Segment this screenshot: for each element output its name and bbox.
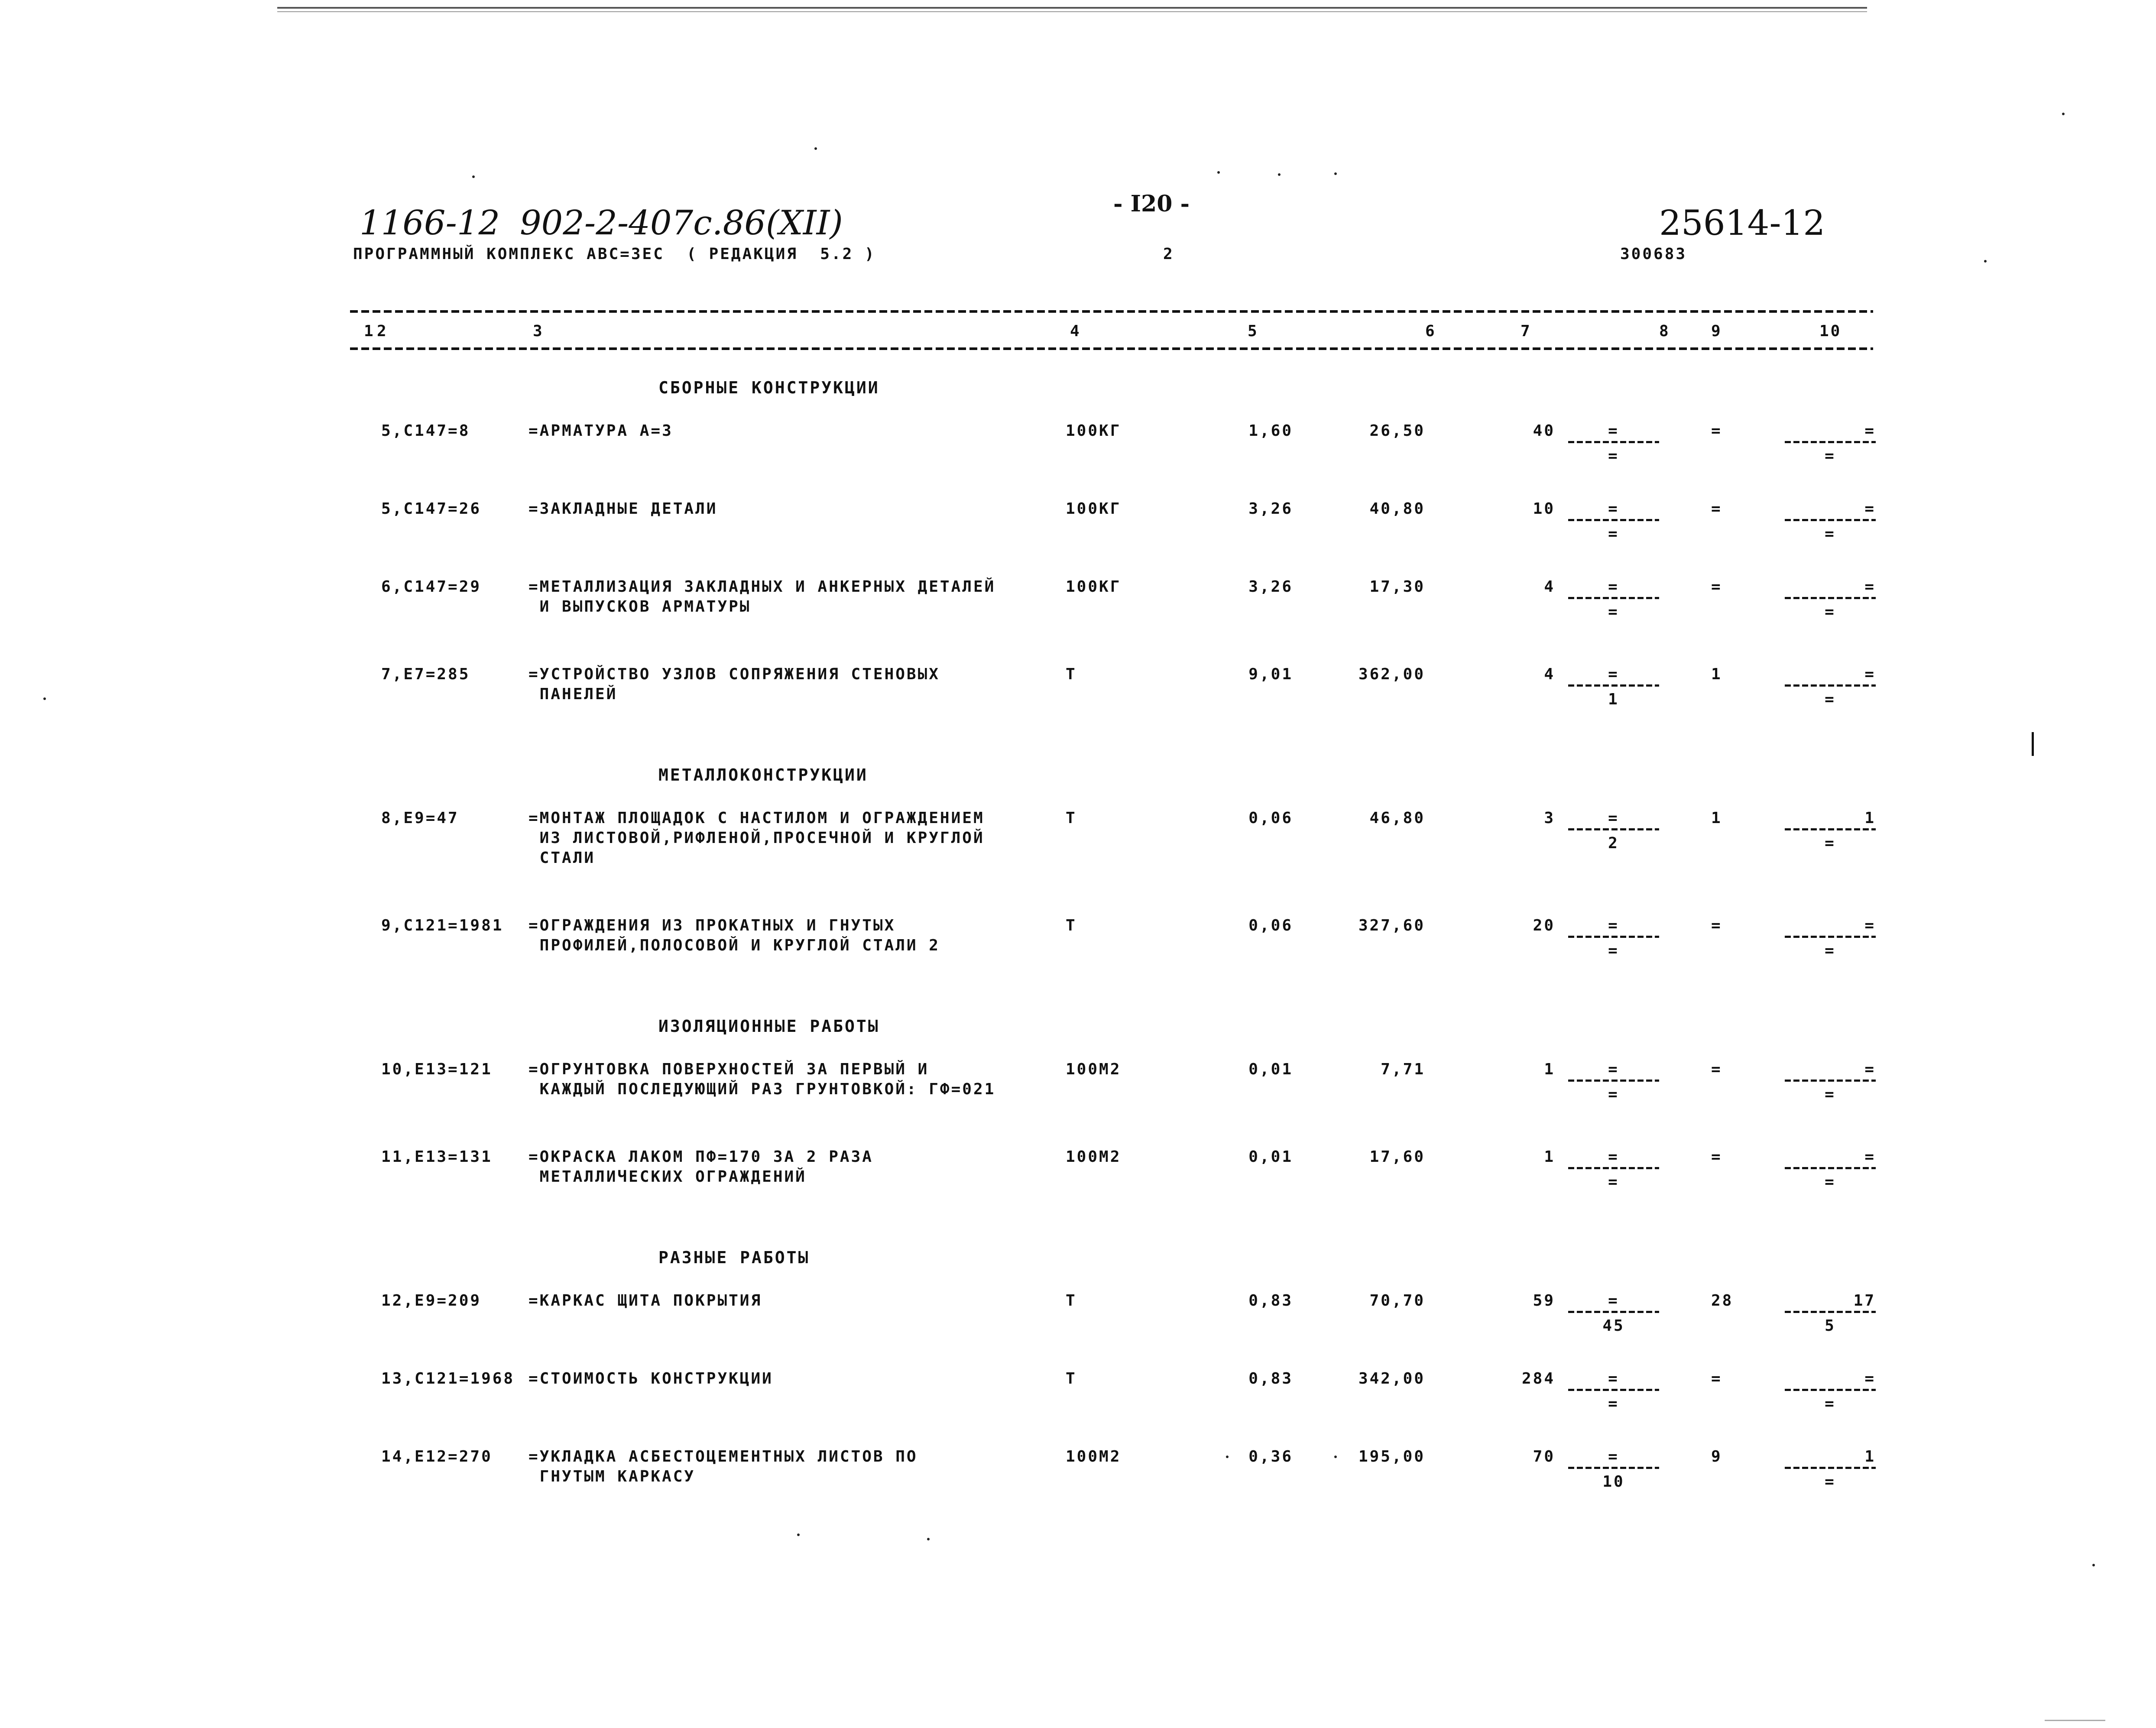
row-col10-numerator: =: [1864, 1060, 1876, 1078]
row-name-line: =МОНТАЖ ПЛОЩАДОК С НАСТИЛОМ И ОГРАЖДЕНИЕМ: [528, 809, 985, 827]
row-col10-numerator: =: [1864, 917, 1876, 934]
row-col10-denominator: =: [1825, 834, 1836, 852]
section-title: СБОРНЫЕ КОНСТРУКЦИИ: [658, 378, 880, 397]
row-unit: Т: [1066, 1370, 1077, 1388]
row-name-line: КАЖДЫЙ ПОСЛЕДУЮЩИЙ РАЗ ГРУНТОВКОЙ: ГФ=021: [528, 1080, 996, 1098]
row-col9: =: [1711, 1060, 1722, 1078]
row-col8-fraction-bar: [1568, 1167, 1659, 1169]
row-col10-denominator: =: [1825, 942, 1836, 960]
row-col10-fraction-bar: [1785, 828, 1876, 830]
row-col10-denominator: =: [1825, 447, 1836, 465]
row-col9: =: [1711, 578, 1722, 596]
row-price: 342,00: [1358, 1370, 1425, 1388]
row-col8-fraction-bar: [1568, 1311, 1659, 1313]
row-name-line: ПРОФИЛЕЙ,ПОЛОСОВОЙ И КРУГЛОЙ СТАЛИ 2: [528, 937, 940, 954]
row-price: 17,30: [1369, 578, 1425, 596]
row-unit: 100КГ: [1066, 500, 1122, 518]
row-col8-numerator: =: [1608, 500, 1619, 518]
row-col9: =: [1711, 422, 1722, 440]
row-unit: Т: [1066, 1292, 1077, 1310]
row-col9: 9: [1711, 1448, 1722, 1465]
row-name-line: =КАРКАС ЩИТА ПОКРЫТИЯ: [528, 1292, 762, 1310]
row-col8-total: 3: [1544, 809, 1555, 827]
row-quantity: 3,26: [1248, 500, 1293, 518]
row-code: 11,Е13=131: [381, 1148, 493, 1166]
row-name-line: =ОГРУНТОВКА ПОВЕРХНОСТЕЙ ЗА ПЕРВЫЙ И: [528, 1060, 929, 1078]
row-col8-denominator: =: [1608, 1395, 1619, 1413]
row-col9: =: [1711, 1148, 1722, 1166]
row-col8-denominator: =: [1608, 525, 1619, 543]
row-col10-fraction-bar: [1785, 1311, 1876, 1313]
row-col8-total: 10: [1533, 500, 1555, 518]
scan-speck: [1334, 1456, 1337, 1458]
row-col8-total: 1: [1544, 1060, 1555, 1078]
row-col10-denominator: =: [1825, 525, 1836, 543]
row-code: 5,С147=26: [381, 500, 482, 518]
row-quantity: 9,01: [1248, 665, 1293, 683]
row-name-line: ГНУТЫМ КАРКАСУ: [528, 1468, 696, 1485]
row-code: 10,Е13=121: [381, 1060, 493, 1078]
row-col10-denominator: =: [1825, 1395, 1836, 1413]
row-quantity: 0,83: [1248, 1292, 1293, 1310]
row-col10-numerator: =: [1864, 422, 1876, 440]
row-col10-denominator: =: [1825, 1173, 1836, 1191]
row-name-line: =ОГРАЖДЕНИЯ ИЗ ПРОКАТНЫХ И ГНУТЫХ: [528, 917, 896, 934]
row-name-line: =СТОИМОСТЬ КОНСТРУКЦИИ: [528, 1370, 773, 1388]
row-col10-denominator: =: [1825, 1473, 1836, 1491]
section-title: РАЗНЫЕ РАБОТЫ: [658, 1248, 810, 1267]
row-col8-denominator: 45: [1602, 1317, 1625, 1335]
row-unit: Т: [1066, 809, 1077, 827]
row-quantity: 0,06: [1248, 809, 1293, 827]
row-col8-total: 4: [1544, 578, 1555, 596]
row-col8-numerator: =: [1608, 1370, 1619, 1388]
column-number: 5: [1248, 322, 1259, 340]
row-price: 26,50: [1369, 422, 1425, 440]
row-col8-fraction-bar: [1568, 1467, 1659, 1469]
row-col8-fraction-bar: [1568, 597, 1659, 599]
row-col8-total: 40: [1533, 422, 1555, 440]
scan-speck: [927, 1538, 930, 1540]
row-unit: 100КГ: [1066, 578, 1122, 596]
scan-mark: [2032, 732, 2034, 756]
row-name-line: МЕТАЛЛИЧЕСКИХ ОГРАЖДЕНИЙ: [528, 1168, 807, 1186]
row-col10-numerator: 1: [1864, 809, 1876, 827]
row-col8-denominator: =: [1608, 1086, 1619, 1103]
row-col8-denominator: =: [1608, 603, 1619, 621]
row-col8-denominator: 10: [1602, 1473, 1625, 1491]
scan-speck: [814, 147, 817, 150]
row-code: 13,С121=1968: [381, 1370, 515, 1388]
row-col8-numerator: =: [1608, 1292, 1619, 1310]
scan-speck: [1226, 1456, 1229, 1458]
row-col10-denominator: 5: [1825, 1317, 1836, 1335]
handwritten-project-code: 902-2-407с.86(XII): [520, 204, 843, 243]
row-col8-total: 20: [1533, 917, 1555, 934]
row-col10-numerator: =: [1864, 578, 1876, 596]
row-quantity: 3,26: [1248, 578, 1293, 596]
row-col10-denominator: =: [1825, 691, 1836, 708]
row-col8-numerator: =: [1608, 809, 1619, 827]
row-price: 327,60: [1358, 917, 1425, 934]
row-col8-fraction-bar: [1568, 828, 1659, 830]
row-price: 46,80: [1369, 809, 1425, 827]
row-col8-denominator: =: [1608, 447, 1619, 465]
scan-speck: [1217, 171, 1220, 174]
row-name-line: =ОКРАСКА ЛАКОМ ПФ=170 ЗА 2 РАЗА: [528, 1148, 873, 1166]
row-code: 9,С121=1981: [381, 917, 504, 934]
row-code: 12,Е9=209: [381, 1292, 482, 1310]
top-border-rule: [277, 7, 1867, 9]
scan-mark: [2045, 1720, 2105, 1721]
row-col8-total: 4: [1544, 665, 1555, 683]
row-col9: 1: [1711, 809, 1722, 827]
row-col10-numerator: =: [1864, 665, 1876, 683]
row-col10-fraction-bar: [1785, 684, 1876, 687]
row-col10-denominator: =: [1825, 603, 1836, 621]
row-col10-numerator: =: [1864, 500, 1876, 518]
row-quantity: 0,36: [1248, 1448, 1293, 1465]
column-number: 8: [1659, 322, 1670, 340]
row-price: 17,60: [1369, 1148, 1425, 1166]
row-col8-total: 284: [1521, 1370, 1555, 1388]
row-col8-fraction-bar: [1568, 936, 1659, 938]
row-col8-denominator: 1: [1608, 691, 1619, 708]
column-number: 6: [1425, 322, 1436, 340]
row-code: 6,С147=29: [381, 578, 482, 596]
row-col10-fraction-bar: [1785, 1389, 1876, 1391]
row-name-line: СТАЛИ: [528, 849, 596, 867]
row-col10-fraction-bar: [1785, 1167, 1876, 1169]
handwritten-archive-number: 25614-12: [1659, 203, 1825, 243]
row-col8-numerator: =: [1608, 1060, 1619, 1078]
row-col8-total: 1: [1544, 1148, 1555, 1166]
row-name-line: =УСТРОЙСТВО УЗЛОВ СОПРЯЖЕНИЯ СТЕНОВЫХ: [528, 665, 940, 683]
scan-speck: [1984, 260, 1987, 263]
table-top-rule: [350, 310, 1873, 313]
column-number: 7: [1521, 322, 1532, 340]
row-col8-numerator: =: [1608, 665, 1619, 683]
row-code: 8,Е9=47: [381, 809, 459, 827]
row-code: 5,С147=8: [381, 422, 470, 440]
row-col8-numerator: =: [1608, 422, 1619, 440]
row-col10-numerator: =: [1864, 1148, 1876, 1166]
row-col10-fraction-bar: [1785, 1467, 1876, 1469]
row-unit: Т: [1066, 665, 1077, 683]
row-price: 70,70: [1369, 1292, 1425, 1310]
row-col8-denominator: =: [1608, 1173, 1619, 1191]
row-code: 7,Е7=285: [381, 665, 470, 683]
row-col8-fraction-bar: [1568, 441, 1659, 443]
scan-speck: [472, 175, 475, 178]
column-number: 1: [364, 322, 375, 340]
page-number: - I20 -: [1113, 191, 1190, 217]
row-quantity: 0,01: [1248, 1148, 1293, 1166]
row-col10-numerator: 1: [1864, 1448, 1876, 1465]
row-col8-fraction-bar: [1568, 519, 1659, 521]
row-col8-denominator: 2: [1608, 834, 1619, 852]
table-header-rule: [350, 347, 1873, 350]
row-name-line: =МЕТАЛЛИЗАЦИЯ ЗАКЛАДНЫХ И АНКЕРНЫХ ДЕТАЛЕЙ: [528, 578, 996, 596]
row-unit: Т: [1066, 917, 1077, 934]
row-unit: 100М2: [1066, 1148, 1122, 1166]
row-col10-denominator: =: [1825, 1086, 1836, 1103]
row-price: 362,00: [1358, 665, 1425, 683]
row-col9: =: [1711, 500, 1722, 518]
program-header-line: ПРОГРАММНЫЙ КОМПЛЕКС АВС=ЗЕС ( РЕДАКЦИЯ 5.2 ): [353, 245, 876, 263]
row-name-line: ИЗ ЛИСТОВОЙ,РИФЛЕНОЙ,ПРОСЕЧНОЙ И КРУГЛОЙ: [528, 829, 985, 847]
row-price: 7,71: [1381, 1060, 1425, 1078]
top-border-rule-thin: [277, 11, 1867, 12]
row-quantity: 1,60: [1248, 422, 1293, 440]
column-number: 3: [533, 322, 544, 340]
column-number: 9: [1711, 322, 1722, 340]
row-quantity: 0,06: [1248, 917, 1293, 934]
row-col8-denominator: =: [1608, 942, 1619, 960]
row-unit: 100КГ: [1066, 422, 1122, 440]
row-name-line: И ВЫПУСКОВ АРМАТУРЫ: [528, 598, 751, 616]
row-col8-fraction-bar: [1568, 684, 1659, 687]
row-name-line: =АРМАТУРА А=3: [528, 422, 673, 440]
scan-speck: [2092, 1564, 2095, 1566]
handwritten-sheet-code: 1166-12: [360, 204, 500, 243]
row-name-line: ПАНЕЛЕЙ: [528, 685, 618, 703]
row-col10-fraction-bar: [1785, 1080, 1876, 1082]
section-title: ИЗОЛЯЦИОННЫЕ РАБОТЫ: [658, 1017, 880, 1036]
section-title: МЕТАЛЛОКОНСТРУКЦИИ: [658, 765, 868, 785]
row-col9: =: [1711, 1370, 1722, 1388]
sheet-number: 2: [1163, 245, 1174, 263]
row-price: 195,00: [1358, 1448, 1425, 1465]
row-col10-fraction-bar: [1785, 441, 1876, 443]
row-code: 14,Е12=270: [381, 1448, 493, 1465]
row-col8-total: 70: [1533, 1448, 1555, 1465]
row-col8-fraction-bar: [1568, 1080, 1659, 1082]
row-col10-fraction-bar: [1785, 936, 1876, 938]
row-col8-numerator: =: [1608, 578, 1619, 596]
document-code: 300683: [1620, 245, 1687, 263]
row-col10-numerator: =: [1864, 1370, 1876, 1388]
row-col8-numerator: =: [1608, 917, 1619, 934]
row-price: 40,80: [1369, 500, 1425, 518]
scan-speck: [1278, 173, 1281, 176]
scan-speck: [797, 1533, 800, 1536]
scan-speck: [2062, 113, 2065, 115]
scan-speck: [1334, 172, 1337, 175]
row-col8-fraction-bar: [1568, 1389, 1659, 1391]
column-number: 4: [1070, 322, 1081, 340]
row-col9: 28: [1711, 1292, 1734, 1310]
scan-speck: [43, 697, 46, 700]
row-unit: 100М2: [1066, 1060, 1122, 1078]
row-col9: 1: [1711, 665, 1722, 683]
column-number: 2: [377, 322, 388, 340]
row-quantity: 0,01: [1248, 1060, 1293, 1078]
row-col10-fraction-bar: [1785, 519, 1876, 521]
column-number: 10: [1819, 322, 1842, 340]
row-col8-total: 59: [1533, 1292, 1555, 1310]
row-col9: =: [1711, 917, 1722, 934]
row-name-line: =ЗАКЛАДНЫЕ ДЕТАЛИ: [528, 500, 718, 518]
row-col10-numerator: 17: [1853, 1292, 1876, 1310]
row-col8-numerator: =: [1608, 1148, 1619, 1166]
row-col10-fraction-bar: [1785, 597, 1876, 599]
row-unit: 100М2: [1066, 1448, 1122, 1465]
row-name-line: =УКЛАДКА АСБЕСТОЦЕМЕНТНЫХ ЛИСТОВ ПО: [528, 1448, 918, 1465]
row-quantity: 0,83: [1248, 1370, 1293, 1388]
row-col8-numerator: =: [1608, 1448, 1619, 1465]
